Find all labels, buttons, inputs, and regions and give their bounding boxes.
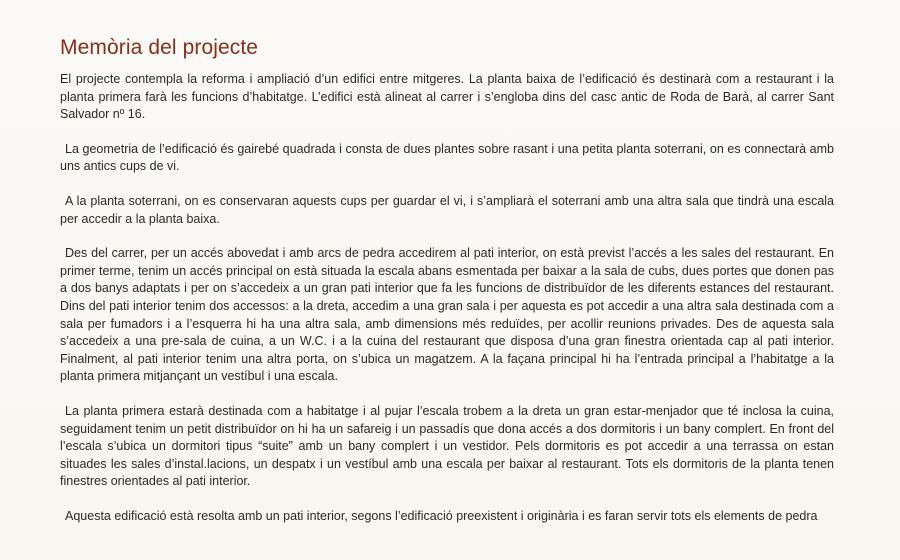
paragraph-construction: Aquesta edificació està resolta amb un pati interior, segons l’edificació preexistent i originària i es faran servir tots els elements de pedra — [65, 508, 818, 523]
paragraph-intro: El projecte contempla la reforma i ampliació d’un edifici entre mitgeres. La planta baixa de l’edificació és destinarà com a restaurant i la planta primera farà les funcions d’habitatge. L’edifici està alineat al carrer i s’engloba dins del casc antic de Roda de Barà, al carrer Sant Salvador nº 16. — [60, 72, 834, 122]
paragraph-ground-floor: Des del carrer, per un accés abovedat i amb arcs de pedra accedirem al pati interior, on està previst l’accés a les sales del restaurant. En primer terme, tenim un accés principal on està situada la escala abans esmentada per baixar a la sala de cubs, dues portes que donen pas a dos banys adaptats i per on s’accedeix a un gran pati interior que fa les funcions de distribuïdor de les diferents estances del restaurant. Dins del pati interior tenim dos accessos: a la dreta, accedim a una gran sala i per aquesta es pot accedir a una altra sala destinada com a sala per fumadors i a l’esquerra hi ha una altra sala, amb dimensions més reduïdes, per acollir reunions privades. Des de aquesta sala s’accedeix a una pre-sala de cuina, a un W.C. i a la cuina del restaurant que disposa d’una gran finestra orientada cap al pati interior. Finalment, al pati interior tenim una altra porta, on s’ubica un magatzem. A la façana principal hi ha l’entrada principal a l’habitatge a la planta primera mitjançant un vestíbul i una escala. — [60, 246, 834, 384]
paragraph-basement: A la planta soterrani, on es conservaran aquests cups per guardar el vi, i s’ampliarà el soterrani amb una altra sala que tindrà una escala per accedir a la planta baixa. — [60, 193, 834, 226]
page-title: Memòria del projecte — [60, 36, 259, 59]
document-body — [60, 71, 834, 525]
paragraph-first-floor: La planta primera estarà destinada com a habitatge i al pujar l’escala trobem a la dreta un gran estar-menjador que té inclosa la cuina, seguidament tenim un petit distribuïdor on hi ha un safareig i un passadís que dona accés a dos dormitoris i un bany complert. En front del l’escala s’ubica un dormitori tipus “suite” amb un bany complert i un vestidor. Pels dormitoris es pot accedir a una terrassa on estan situades les sales d’instal.lacions, un despatx i un vestíbul amb una escala per baixar al restaurant. Tots els dormitoris de la planta tenen finestres orientades al pati interior. — [60, 403, 834, 489]
paragraph-geometry: La geometria de l’edificació és gairebé quadrada i consta de dues plantes sobre rasant i una petita planta soterrani, on es connectarà amb uns antics cups de vi. — [60, 141, 834, 174]
